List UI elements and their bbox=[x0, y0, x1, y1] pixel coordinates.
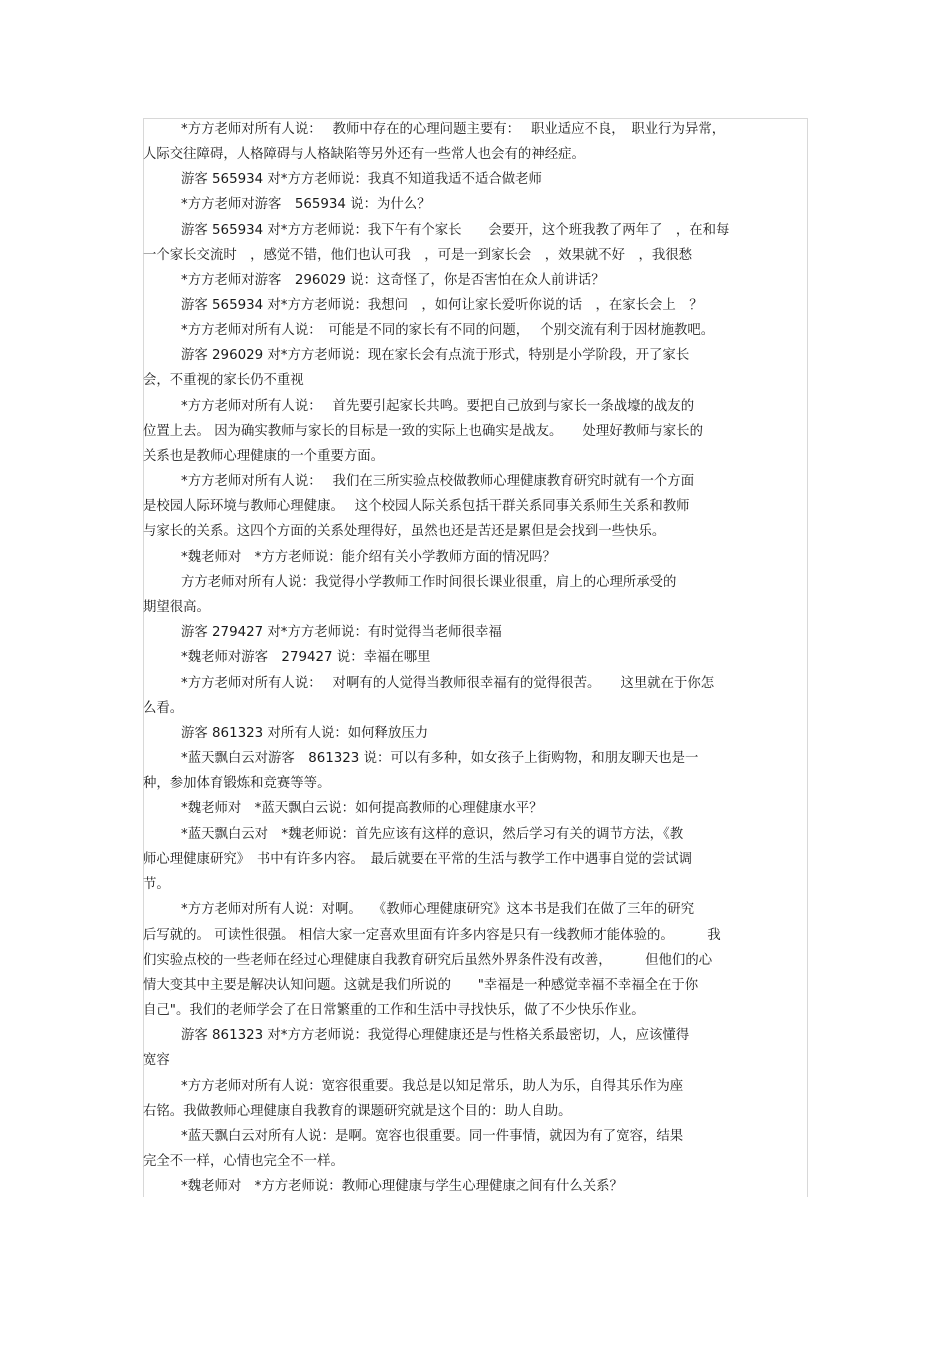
text-line: 位置上去。 因为确实教师与家长的目标是一致的实际上也确实是战友。 处理好教师与家长的 bbox=[143, 424, 703, 439]
text-line: 么看。 bbox=[143, 701, 184, 716]
text-line: 游客 296029 对*方方老师说：现在家长会有点流于形式，特别是小学阶段，开了家长 bbox=[181, 348, 690, 363]
text-line: 节。 bbox=[143, 877, 170, 892]
text-line: *方方老师对所有人说： 教师中存在的心理问题主要有： 职业适应不良， 职业行为异常， bbox=[181, 122, 726, 137]
text-line: 是校园人际环境与教师心理健康。 这个校园人际关系包括干群关系同事关系师生关系和教师 bbox=[143, 499, 690, 514]
text-line: *魏老师对 *蓝天飘白云说：如何提高教师的心理健康水平？ bbox=[181, 801, 543, 816]
text-line: 们实验点校的一些老师在经过心理健康自我教育研究后虽然外界条件没有改善， 但他们的心 bbox=[143, 953, 713, 968]
text-line: *蓝天飘白云对所有人说：是啊。宽容也很重要。同一件事情，就因为有了宽容，结果 bbox=[181, 1129, 684, 1144]
text-line: *魏老师对 *方方老师说：能介绍有关小学教师方面的情况吗？ bbox=[181, 550, 556, 565]
text-line: *方方老师对游客 296029 说：这奇怪了，你是否害怕在众人前讲话？ bbox=[181, 273, 605, 288]
text-line: 情大变其中主要是解决认知问题。这就是我们所说的 "幸福是一种感觉幸福不幸福全在于你 bbox=[143, 978, 699, 993]
text-line: *魏老师对 *方方老师说：教师心理健康与学生心理健康之间有什么关系？ bbox=[181, 1179, 623, 1194]
text-line: 期望很高。 bbox=[143, 600, 210, 615]
text-line: 关系也是教师心理健康的一个重要方面。 bbox=[143, 449, 385, 464]
text-line: 完全不一样，心情也完全不一样。 bbox=[143, 1154, 344, 1169]
text-line: *方方老师对所有人说：对啊。 《教师心理健康研究》这本书是我们在做了三年的研究 bbox=[181, 902, 695, 917]
text-line: 方方老师对所有人说：我觉得小学教师工作时间很长课业很重，肩上的心理所承受的 bbox=[181, 575, 677, 590]
text-line: 游客 861323 对*方方老师说：我觉得心理健康还是与性格关系最密切，人，应该懂得 bbox=[181, 1028, 690, 1043]
text-line: *蓝天飘白云对 *魏老师说：首先应该有这样的意识，然后学习有关的调节方法，《教 bbox=[181, 827, 684, 842]
text-line: 游客 565934 对*方方老师说：我想问 ，如何让家长爱听你说的话 ，在家长会上 ？ bbox=[181, 298, 703, 313]
text-line: *方方老师对所有人说：宽容很重要。我总是以知足常乐，助人为乐，自得其乐作为座 bbox=[181, 1079, 684, 1094]
text-line: *方方老师对所有人说： 我们在三所实验点校做教师心理健康教育研究时就有一个方面 bbox=[181, 474, 695, 489]
text-line: 种，参加体育锻炼和竞赛等等。 bbox=[143, 776, 331, 791]
text-line: 游客 279427 对*方方老师说：有时觉得当老师很幸福 bbox=[181, 625, 502, 640]
text-line: *方方老师对所有人说： 可能是不同的家长有不同的问题， 个别交流有利于因材施教吧。 bbox=[181, 323, 715, 338]
text-line: 后写就的。 可读性很强。 相信大家一定喜欢里面有许多内容是只有一线教师才能体验的。 我 bbox=[143, 928, 721, 943]
text-line: 宽容 bbox=[143, 1053, 170, 1068]
text-line: 右铭。我做教师心理健康自我教育的课题研究就是这个目的：助人自助。 bbox=[143, 1104, 572, 1119]
text-line: 师心理健康研究》 书中有许多内容。 最后就要在平常的生活与教学工作中遇事自觉的尝试调 bbox=[143, 852, 693, 867]
text-line: 人际交往障碍，人格障碍与人格缺陷等另外还有一些常人也会有的神经症。 bbox=[143, 147, 585, 162]
text-line: *蓝天飘白云对游客 861323 说：可以有多种，如女孩子上街购物，和朋友聊天也是一 bbox=[181, 751, 699, 766]
text-line: 游客 861323 对所有人说：如何释放压力 bbox=[181, 726, 429, 741]
text-line: 游客 565934 对*方方老师说：我真不知道我适不适合做老师 bbox=[181, 172, 542, 187]
text-line: 会，不重视的家长仍不重视 bbox=[143, 373, 304, 388]
text-line: 一个家长交流时 ，感觉不错，他们也认可我 ，可是一到家长会 ，效果就不好 ，我很愁 bbox=[143, 248, 693, 263]
text-line: 游客 565934 对*方方老师说：我下午有个家长 会要开，这个班我教了两年了 ，在和每 bbox=[181, 223, 730, 238]
text-line: *方方老师对游客 565934 说：为什么？ bbox=[181, 197, 431, 212]
text-line: *方方老师对所有人说： 首先要引起家长共鸣。要把自己放到与家长一条战壕的战友的 bbox=[181, 399, 695, 414]
text-line: *魏老师对游客 279427 说：幸福在哪里 bbox=[181, 650, 431, 665]
text-line: 与家长的关系。这四个方面的关系处理得好，虽然也还是苦还是累但是会找到一些快乐。 bbox=[143, 524, 666, 539]
text-line: 自己"。我们的老师学会了在日常繁重的工作和生活中寻找快乐，做了不少快乐作业。 bbox=[143, 1003, 645, 1018]
text-line: *方方老师对所有人说： 对啊有的人觉得当教师很幸福有的觉得很苦。 这里就在于你怎 bbox=[181, 676, 715, 691]
